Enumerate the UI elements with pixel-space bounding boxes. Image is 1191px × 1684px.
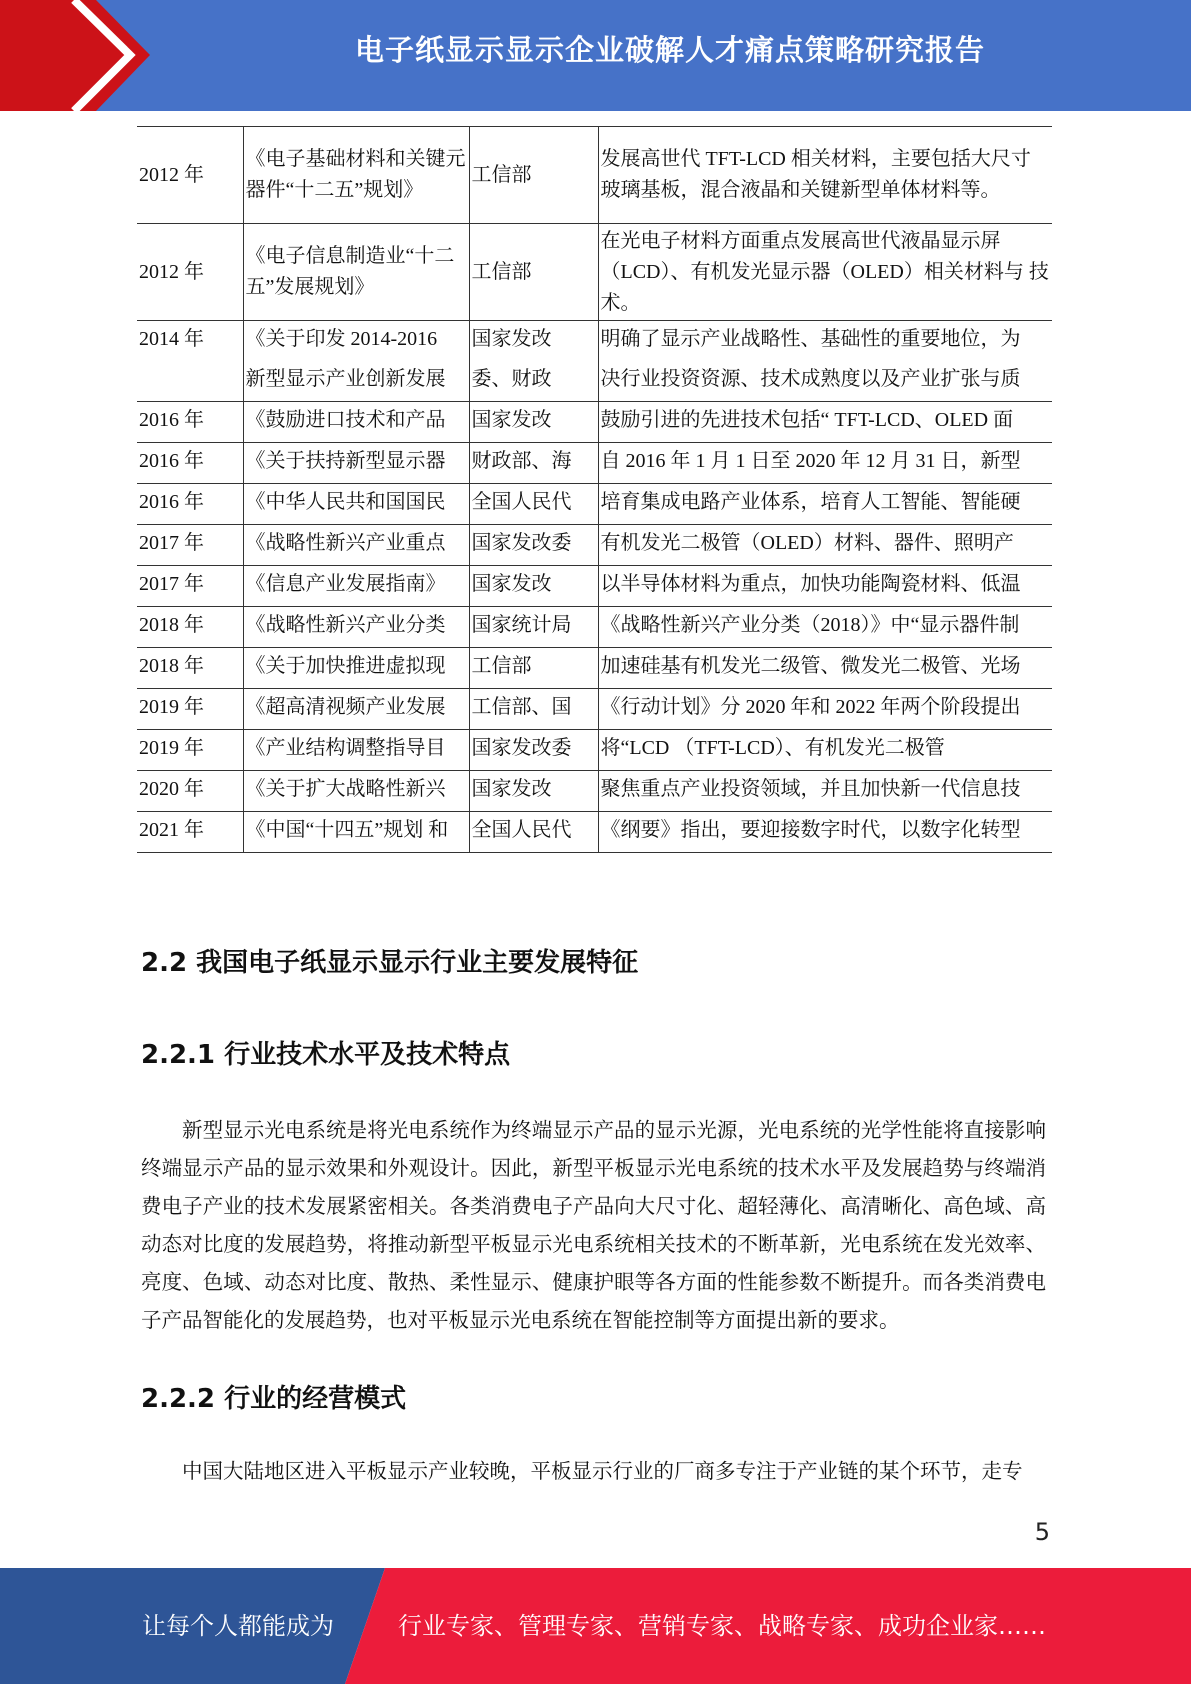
policy-cell: 《关于扩大战略性新兴 <box>243 771 469 812</box>
dept-cell: 国家发改 <box>469 566 598 607</box>
content-cell: 有机发光二极管（OLED）材料、器件、照明产 <box>598 525 1052 566</box>
content-cell: 《战略性新兴产业分类（2018）》中“显示器件制 <box>598 607 1052 648</box>
table-row <box>137 361 1052 402</box>
policy-cell: 《战略性新兴产业重点 <box>243 525 469 566</box>
dept-cell: 国家发改 <box>469 771 598 812</box>
year-cell: 2017 年 <box>137 566 243 607</box>
section-heading-2-2-1: 2.2.1 行业技术水平及技术特点 <box>141 1040 511 1070</box>
report-title: 电子纸显示显示企业破解人才痛点策略研究报告 <box>354 33 985 67</box>
footer-slogan-right: 行业专家、管理专家、营销专家、战略专家、成功企业家…… <box>398 1612 1046 1640</box>
table-row <box>137 443 1052 484</box>
paragraph-business: 中国大陆地区进入平板显示产业较晚，平板显示行业的厂商多专注于产业链的某个环节，走专 <box>182 1461 1023 1483</box>
policy-cell: 《战略性新兴产业分类 <box>243 607 469 648</box>
content-cell: 决行业投资资源、技术成熟度以及产业扩张与质 <box>598 361 1052 402</box>
table-row <box>137 607 1052 648</box>
year-cell: 2019 年 <box>137 689 243 730</box>
header-band <box>0 0 1191 111</box>
content-cell: 明确了显示产业战略性、基础性的重要地位，为 <box>598 321 1052 362</box>
dept-cell: 国家发改委 <box>469 730 598 771</box>
content-cell: 培育集成电路产业体系，培育人工智能、智能硬 <box>598 484 1052 525</box>
content-cell: 加速硅基有机发光二级管、微发光二极管、光场 <box>598 648 1052 689</box>
year-cell: 2016 年 <box>137 443 243 484</box>
year-cell: 2019 年 <box>137 730 243 771</box>
table-row <box>137 224 1052 321</box>
content-cell: 发展高世代 TFT-LCD 相关材料，主要包括大尺寸玻璃基板，混合液晶和关键新型单体材料等。 <box>598 127 1052 224</box>
dept-cell: 国家统计局 <box>469 607 598 648</box>
dept-cell: 全国人民代 <box>469 812 598 853</box>
policy-cell: 《超高清视频产业发展 <box>243 689 469 730</box>
dept-cell: 工信部 <box>469 224 598 321</box>
policy-cell: 新型显示产业创新发展 <box>243 361 469 402</box>
policy-cell: 《电子信息制造业“十二五”发展规划》 <box>243 224 469 321</box>
year-cell <box>137 361 243 402</box>
policy-table <box>137 126 1052 853</box>
dept-cell: 工信部 <box>469 648 598 689</box>
policy-cell: 《产业结构调整指导目 <box>243 730 469 771</box>
content-cell: 在光电子材料方面重点发展高世代液晶显示屏（LCD）、有机发光显示器（OLED）相关材料与 技术。 <box>598 224 1052 321</box>
table-row <box>137 321 1052 362</box>
policy-cell: 《鼓励进口技术和产品 <box>243 402 469 443</box>
paragraph-tech: 新型显示光电系统是将光电系统作为终端显示产品的显示光源，光电系统的光学性能将直接影响终端显示产品的显示效果和外观设计。因此，新型平板显示光电系统的技术水平及发展趋势与终端消费电子产业的技术发展紧密相关。各类消费电子产品向大尺寸化、超轻薄化、高清晰化、高色域、高动态对比度的发展趋势，将推动新型平板显示光电系统相关技术的不断革新，光电系统在发光效率、亮度、色域、动态对比度、散热、柔性显示、健康护眼等各方面的性能参数不断提升。而各类消费电子产品智能化的发展趋势，也对平板显示光电系统在智能控制等方面提出新的要求。 <box>141 1120 1046 1332</box>
dept-cell: 国家发改 <box>469 402 598 443</box>
year-cell: 2021 年 <box>137 812 243 853</box>
year-cell: 2017 年 <box>137 525 243 566</box>
year-cell: 2016 年 <box>137 484 243 525</box>
dept-cell: 委、财政 <box>469 361 598 402</box>
page-number: 5 <box>1034 1518 1050 1546</box>
content-cell: 将“LCD （TFT-LCD）、有机发光二极管 <box>598 730 1052 771</box>
footer-slogan-left: 让每个人都能成为 <box>142 1612 334 1640</box>
year-cell: 2012 年 <box>137 127 243 224</box>
dept-cell: 工信部 <box>469 127 598 224</box>
table-row <box>137 689 1052 730</box>
table-row <box>137 127 1052 224</box>
dept-cell: 国家发改 <box>469 321 598 362</box>
content-cell: 以半导体材料为重点，加快功能陶瓷材料、低温 <box>598 566 1052 607</box>
section-heading-2-2-2: 2.2.2 行业的经营模式 <box>141 1384 407 1414</box>
year-cell: 2018 年 <box>137 648 243 689</box>
table-row <box>137 566 1052 607</box>
content-cell: 《纲要》指出，要迎接数字时代，以数字化转型 <box>598 812 1052 853</box>
year-cell: 2014 年 <box>137 321 243 362</box>
policy-cell: 《关于加快推进虚拟现 <box>243 648 469 689</box>
policy-cell: 《关于扶持新型显示器 <box>243 443 469 484</box>
footer-band <box>0 1568 1191 1684</box>
year-cell: 2016 年 <box>137 402 243 443</box>
dept-cell: 国家发改委 <box>469 525 598 566</box>
table-row <box>137 730 1052 771</box>
table-row <box>137 402 1052 443</box>
dept-cell: 财政部、海 <box>469 443 598 484</box>
policy-cell: 《电子基础材料和关键元器件“十二五”规划》 <box>243 127 469 224</box>
table-row <box>137 484 1052 525</box>
policy-cell: 《信息产业发展指南》 <box>243 566 469 607</box>
table-row <box>137 648 1052 689</box>
table-row <box>137 812 1052 853</box>
table-row <box>137 525 1052 566</box>
dept-cell: 工信部、国 <box>469 689 598 730</box>
policy-cell: 《关于印发 2014-2016 <box>243 321 469 362</box>
dept-cell: 全国人民代 <box>469 484 598 525</box>
policy-cell: 《中华人民共和国国民 <box>243 484 469 525</box>
content-cell: 聚焦重点产业投资领域，并且加快新一代信息技 <box>598 771 1052 812</box>
section-heading-2-2: 2.2 我国电子纸显示显示行业主要发展特征 <box>141 948 639 978</box>
year-cell: 2020 年 <box>137 771 243 812</box>
year-cell: 2012 年 <box>137 224 243 321</box>
table-row <box>137 771 1052 812</box>
content-cell: 《行动计划》分 2020 年和 2022 年两个阶段提出 <box>598 689 1052 730</box>
content-cell: 自 2016 年 1 月 1 日至 2020 年 12 月 31 日，新型 <box>598 443 1052 484</box>
content-cell: 鼓励引进的先进技术包括“ TFT-LCD、OLED 面 <box>598 402 1052 443</box>
year-cell: 2018 年 <box>137 607 243 648</box>
policy-cell: 《中国“十四五”规划 和 <box>243 812 469 853</box>
